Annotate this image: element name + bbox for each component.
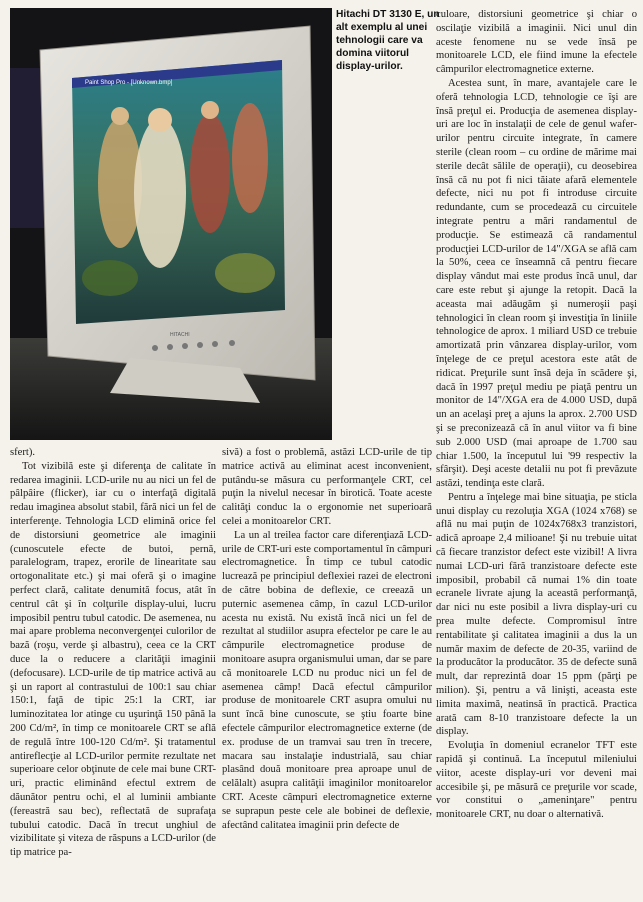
monitor-button-5 bbox=[212, 341, 218, 347]
monitor-photo bbox=[10, 8, 332, 440]
paragraph: Pentru a înţelege mai bine situaţia, pe sticla unui display cu rezoluţia XGA (1024 x768) se află nu mai puţin de 1024x768x3 tranzistori, adică aproape 2,4 milioane! Şi nu trebuie uitat că fiecare tranzistor defect este vizibil! A livra numai LCD-uri fără tranzistoare defecte este imposibil, probabil că numai 1% din toate ecranele livrate ajung la această performanţă, dar nici nu este posibil a livra display-uri cu prea multe defecte. Compromisul între rentabilitate şi calitatea imaginii a dus la un număr maxim de defecte de 20-35, variind de la producător la producător. 35 de defecte sună mult, dar reprezintă doar 15 ppm (părţi pe milion). Şi, pentru a vă linişti, aceasta este limita maximă, neatinsă în practică. Practica arată cam 8-10 tranzistoare defecte la un display. bbox=[436, 491, 637, 738]
monitor-button-1 bbox=[152, 345, 158, 351]
monitor-button-2 bbox=[167, 344, 173, 350]
paragraph: sivă) a fost o problemă, astăzi LCD-urile de tip matrice activă au eliminat acest inconvenient, putându-se măsura cu performanţele CRT, cel puţin la nivelul necesar în birotică. Toate aceste calităţi conduc la o ergonomie net superioară celei a monitoarelor CRT. bbox=[222, 447, 432, 527]
article-column-3 bbox=[436, 8, 637, 822]
brand-label: HITACHI bbox=[170, 332, 190, 338]
paragraph: sfert). bbox=[10, 447, 35, 458]
monitor-button-3 bbox=[182, 343, 188, 349]
paragraph: Acestea sunt, în mare, avantajele care le oferă tehnologia LCD, tehnologie ce îşi are însă preţul ei. Producţia de asemenea display-uri are loc în instalaţii de cele de genul wafer-urilor pentru circuite integrate, în camere sterile (clean room – cu ordine de mărime mai sterile decât sălile de operaţii), cu deosebirea însă că nu pot fi nici tăiate afară elementele defecte, nici nu pot fi introduse circuite redundante, cum se procedează cu circuitele integrate pentru a mări randamentul de producţie. Se estimează că randamentul producţiei LCD-urilor de 14"/XGA se află cam la 50%, ceea ce înseamnă că pentru fiecare display vândut mai este produs încă unul, dar care este rebut şi ajunge la retopit. Dacă la aceasta mai adăugăm şi numeroşii paşi tehnologici în clean room şi investiţia în liniile tehnologice de aprox. 1 miliard USD ce trebuie amortizată prin vânzarea display-urilor, vom înţelege de ce preţul acestora este atât de ridicat. Preţurile sunt însă deja în scădere şi, dacă în 1997 preţul mediu pe piaţă pentru un monitor de 14"/XGA era de 4.000 USD, după un an acelaşi preţ a ajuns la aprox. 2.700 USD şi se preconizează că în anul viitor va fi bine sub 2.000 USD (mai aproape de 1.700 sau chiar 1.500, la începutul lui '99 respectiv la sfârşit). Deşi aceste detalii nu pot fi prevăzute astăzi, tendinţa este clară. bbox=[436, 77, 637, 490]
paragraph: La un al treilea factor care diferenţiază LCD-urile de CRT-uri este comportamentul în câmpuri electromagnetice. În timp ce tubul catodic lucrează pe principiul deflexiei razei de electroni de către bobina de deflexie, ce creează un puternic asemenea câmp, în cazul LCD-urilor acesta nu există. Nu există încă nici un fel de rezultat al studiilor asupra efectelor pe care le au câmpurile electromagnetice produse de monitoare asupra organismului uman, dar se pare că monitoarele LCD nu produc nici un fel de asemenea câmp! Dacă efectul câmpurilor produse de monitoarele CRT asupra omului nu sunt încă bine cunoscute, se ştiu foarte bine efectele câmpurilor electromagnetice externe (de ex. produse de un tramvai sau tren în trecere, macara sau instalaţie industrială, sau chiar plasând două monitoare prea aproape unul de celălalt) asupra calităţii imaginilor monitoarelor CRT. Aceste câmpuri electromagnetice externe se suprapun peste cele ale bobinei de deflexie, afectând calitatea imaginii prin defecte de bbox=[222, 529, 432, 831]
article-column-1 bbox=[10, 446, 216, 860]
paragraph: culoare, distorsiuni geometrice şi chiar o oscilaţie vizibilă a imaginii. Nici unul din aceste fenomene nu se vede însă pe monitoarele LCD, ele fiind imune la efectele câmpurilor electromagnetice externe. bbox=[436, 9, 637, 76]
paragraph: Evoluţia în domeniul ecranelor TFT este rapidă şi continuă. La începutul mileniului viitor, aceste display-uri vor deveni mai accesibile şi, pe măsură ce preţurile vor scade, vor constitui o „ameninţare" pentru monitoarele CRT, nu doar o alternativă. bbox=[436, 740, 637, 821]
monitor-button-6 bbox=[229, 340, 235, 346]
monitor-button-4 bbox=[197, 342, 203, 348]
paragraph: Tot vizibilă este şi diferenţa de calitate în redarea imaginii. LCD-urile nu au nici un fel de pâlpâire (flicker), iar cu o interfaţă digitală redau imaginea absolut stabil, fără nici un fel de interferenţe. Tehnologia LCD elimină orice fel de distorsiuni geometrice ale imaginii (cunoscutele efecte de butoi, pernă, paralelogram, trapez, erorile de linearitate sau ortogonalitate etc.) şi mai oferă şi o imagine perfect clară, calitate denumită focus, atât în centrul cât şi în colţurile display-ului, lucru imposibil pentru tubul catodic. De asemenea, nu mai apare problema neconvergenţei culorilor de bază (roşu, verde şi albastru), ceea ce la CRT duce la o reducere a clarităţii imaginii (defocusare). LCD-urile de tip matrice activă au şi un raport al contrastului de 100:1 sau chiar 150:1, faţă de tipic 25:1 la CRT, iar luminozitatea lor atinge cu uşurinţă 150 până la 200 Cd/m², în timp ce monitoarele CRT se află de regulă între 100-120 Cd/m². Şi tratamentul antireflecţie al LCD-urilor permite rezultate net superioare celor obţinute de cele mai bune CRT-uri, practic eliminând efectul extrem de dăunător pentru ochi, el al luminii ambiante (fereastră sau bec), reflectată de suprafaţa tubului catodic. Dacă în trecut unghiul de vizibilitate şi viteza de răspuns a LCD-urilor (de tip matrice pa- bbox=[10, 460, 216, 859]
window-title: Paint Shop Pro - [Unknown.bmp] bbox=[85, 80, 173, 86]
photo-caption: Hitachi DT 3130 E, un alt exemplu al unei tehnologii care va domina viitorul display-urilor. bbox=[336, 9, 440, 72]
article-column-2 bbox=[222, 446, 432, 832]
